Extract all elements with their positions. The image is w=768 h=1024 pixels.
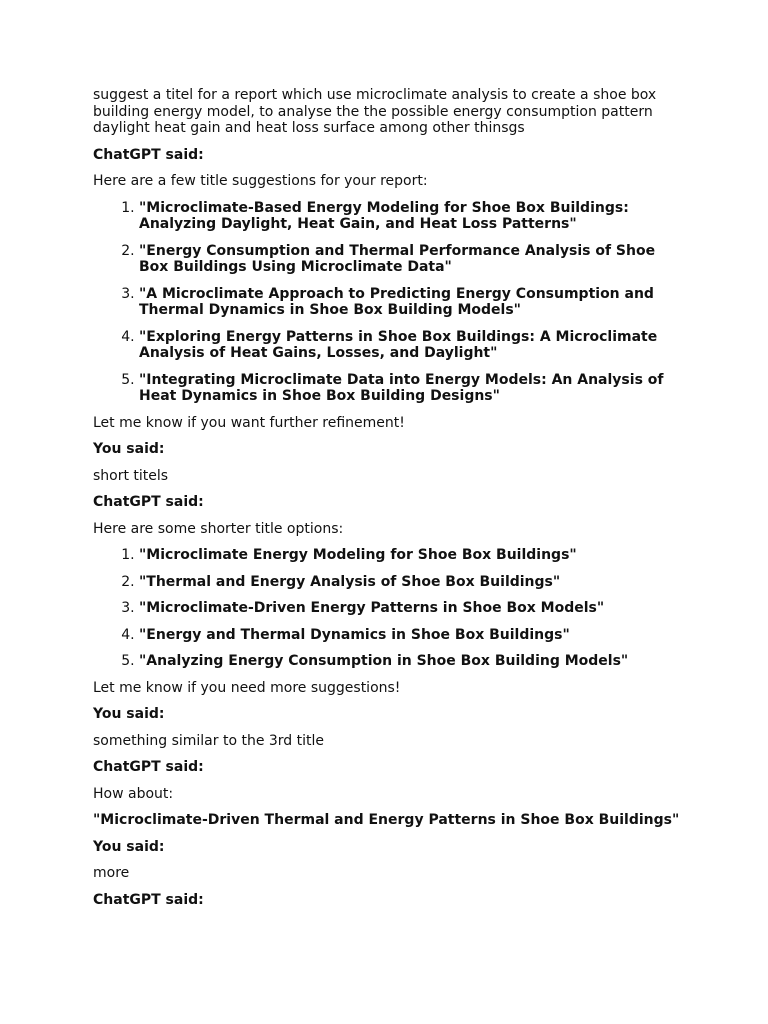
speaker-label-chatgpt: ChatGPT said: xyxy=(93,759,204,775)
user-message: more xyxy=(93,865,130,881)
suggested-title: "Microclimate-Driven Thermal and Energy Patterns in Shoe Box Buildings" xyxy=(93,812,680,828)
user-message: short titels xyxy=(93,467,169,484)
list-item: 1. "Microclimate-Based Energy Modeling for Shoe Box Buildings: Analyzing Daylight, Heat Gain, and Heat Loss Patterns" xyxy=(139,200,683,233)
user-prompt: suggest a titel for a report which use microclimate analysis to create a shoe box building energy model, to analyse the the possible energy consumption pattern daylight heat gain and heat loss surface among other thinsgs xyxy=(93,87,657,136)
document-page xyxy=(93,87,683,918)
title-suggestion-list xyxy=(93,200,683,405)
speaker-label-user: You said: xyxy=(93,441,165,457)
reply-outro: Let me know if you want further refinement! xyxy=(93,414,405,431)
speaker-label-chatgpt: ChatGPT said: xyxy=(93,494,204,510)
speaker-label-user: You said: xyxy=(93,838,165,855)
speaker-label-user: You said: xyxy=(93,706,165,722)
speaker-label-chatgpt: ChatGPT said: xyxy=(93,891,204,908)
reply-intro: Here are some shorter title options: xyxy=(93,520,344,537)
user-message: something similar to the 3rd title xyxy=(93,732,325,749)
speaker-label-chatgpt: ChatGPT said: xyxy=(93,146,204,163)
list-item: 2. "Thermal and Energy Analysis of Shoe Box Buildings" xyxy=(139,574,683,591)
short-title-list xyxy=(93,547,683,670)
list-item: 5. "Integrating Microclimate Data into Energy Models: An Analysis of Heat Dynamics in Shoe Box Building Designs" xyxy=(139,372,683,405)
list-item: 4. "Energy and Thermal Dynamics in Shoe Box Buildings" xyxy=(139,627,683,644)
list-item: 5. "Analyzing Energy Consumption in Shoe Box Building Models" xyxy=(139,653,683,670)
list-item: 3. "A Microclimate Approach to Predicting Energy Consumption and Thermal Dynamics in Shoe Box Building Models" xyxy=(139,286,683,319)
reply-intro: Here are a few title suggestions for your report: xyxy=(93,173,428,189)
list-item: 1. "Microclimate Energy Modeling for Shoe Box Buildings" xyxy=(139,547,683,564)
reply-outro: Let me know if you need more suggestions! xyxy=(93,679,401,696)
reply-intro: How about: xyxy=(93,785,174,802)
list-item: 2. "Energy Consumption and Thermal Performance Analysis of Shoe Box Buildings Using Microclimate Data" xyxy=(139,243,683,276)
list-item: 4. "Exploring Energy Patterns in Shoe Box Buildings: A Microclimate Analysis of Heat Gains, Losses, and Daylight" xyxy=(139,329,683,362)
list-item: 3. "Microclimate-Driven Energy Patterns in Shoe Box Models" xyxy=(139,600,683,617)
